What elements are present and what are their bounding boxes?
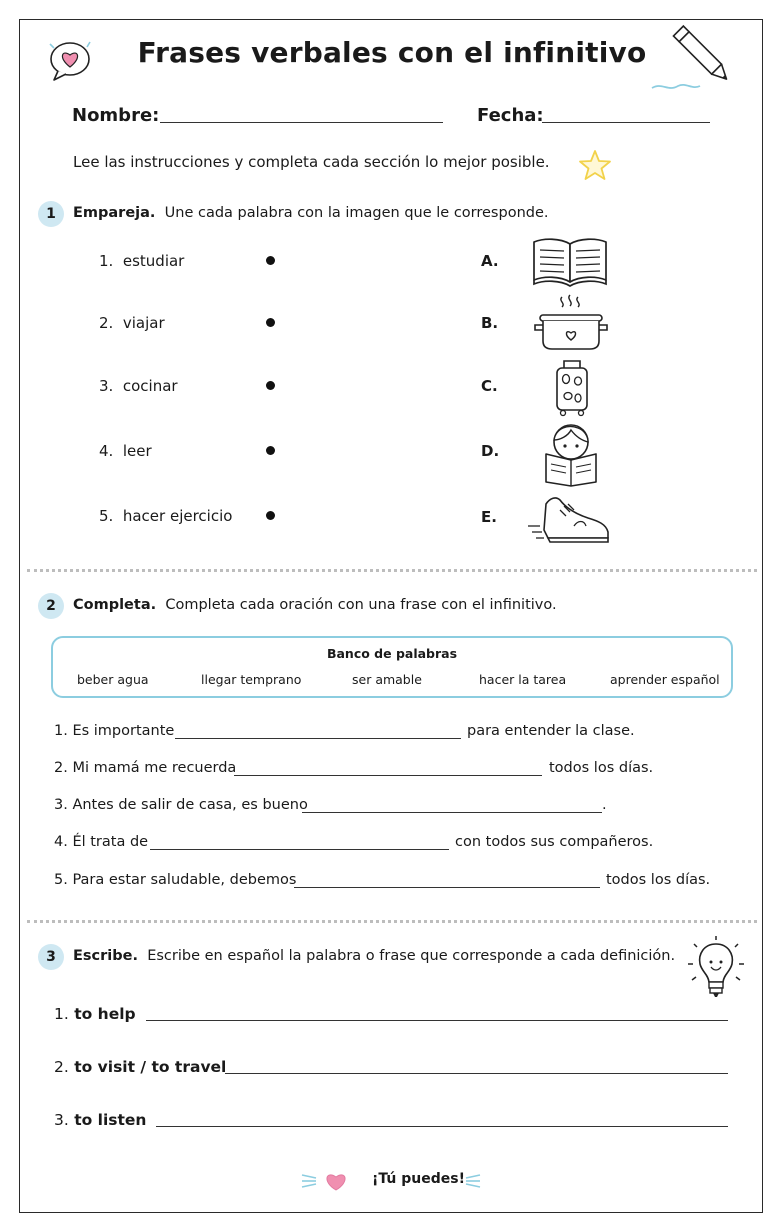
open-book-icon xyxy=(530,236,610,288)
general-instructions: Lee las instrucciones y completa cada sección lo mejor posible. xyxy=(73,153,550,171)
section-3-instruction: Escribe en español la palabra o frase que corresponde a cada definición. xyxy=(147,948,676,964)
heart-icon xyxy=(302,1170,368,1192)
item-number: 5. xyxy=(99,507,114,525)
section-divider-1 xyxy=(27,569,757,572)
sentence-4-blank[interactable] xyxy=(150,849,449,850)
section-1-heading: Empareja. xyxy=(73,205,156,221)
sentence-4-start: 4. Él trata de xyxy=(54,834,149,850)
lightbulb-icon xyxy=(686,936,746,1004)
name-label: Nombre: xyxy=(72,105,160,126)
definition-text: to visit / to travel xyxy=(74,1058,227,1076)
sentence-3-start: 3. Antes de salir de casa, es bueno xyxy=(54,797,308,813)
section-1-badge: 1 xyxy=(38,201,64,227)
match-dot-3[interactable] xyxy=(266,381,275,390)
definition-2-answer-line[interactable] xyxy=(225,1073,728,1074)
match-dot-4[interactable] xyxy=(266,446,275,455)
footer-sparkle-icon xyxy=(464,1170,484,1192)
cooking-pot-icon xyxy=(532,293,610,353)
definition-3 xyxy=(54,1111,146,1129)
definition-3-answer-line[interactable] xyxy=(156,1126,728,1127)
definition-number: 3. xyxy=(54,1111,69,1129)
suitcase-icon xyxy=(552,358,592,416)
star-icon xyxy=(578,149,612,181)
section-3-header xyxy=(73,948,675,964)
date-input-line[interactable] xyxy=(542,122,710,123)
bank-word-3: ser amable xyxy=(352,672,422,687)
definition-number: 1. xyxy=(54,1005,69,1023)
item-number: 2. xyxy=(99,314,114,332)
definition-text: to help xyxy=(74,1005,136,1023)
definition-1-answer-line[interactable] xyxy=(146,1020,728,1021)
match-letter-b: B. xyxy=(481,314,499,332)
item-word: leer xyxy=(122,442,152,460)
date-label: Fecha: xyxy=(477,105,544,126)
section-2-instruction: Completa cada oración con una frase con el infinitivo. xyxy=(165,597,557,613)
bank-word-2: llegar temprano xyxy=(201,672,302,687)
section-3-heading: Escribe. xyxy=(73,948,138,964)
match-letter-e: E. xyxy=(481,508,497,526)
footer-message: ¡Tú puedes! xyxy=(372,1171,465,1187)
section-2-heading: Completa. xyxy=(73,597,157,613)
child-reading-icon xyxy=(540,420,602,488)
definition-2 xyxy=(54,1058,226,1076)
match-item-5 xyxy=(99,507,232,525)
sentence-3-blank[interactable] xyxy=(302,812,602,813)
item-number: 1. xyxy=(99,252,114,270)
running-shoe-icon xyxy=(526,490,614,548)
item-word: viajar xyxy=(122,314,165,332)
sentence-2-blank[interactable] xyxy=(234,775,542,776)
sentence-1-blank[interactable] xyxy=(175,738,461,739)
sentence-5-blank[interactable] xyxy=(294,887,600,888)
match-letter-d: D. xyxy=(481,442,500,460)
definition-1 xyxy=(54,1005,136,1023)
match-item-1 xyxy=(99,252,184,270)
match-item-2 xyxy=(99,314,165,332)
section-2-header xyxy=(73,597,557,613)
bank-word-5: aprender español xyxy=(610,672,720,687)
sentence-5-end: todos los días. xyxy=(606,872,711,888)
section-2-badge: 2 xyxy=(38,593,64,619)
section-3-badge: 3 xyxy=(38,944,64,970)
match-letter-c: C. xyxy=(481,377,498,395)
item-word: cocinar xyxy=(122,377,178,395)
section-1-header xyxy=(73,205,549,221)
bank-word-4: hacer la tarea xyxy=(479,672,567,687)
match-item-4 xyxy=(99,442,152,460)
match-dot-5[interactable] xyxy=(266,511,275,520)
sentence-3-end: . xyxy=(602,797,607,813)
sentence-1-end: para entender la clase. xyxy=(467,723,635,739)
word-bank-title: Banco de palabras xyxy=(326,646,458,661)
section-1-instruction: Une cada palabra con la imagen que le corresponde. xyxy=(164,205,549,221)
bank-word-1: beber agua xyxy=(77,672,149,687)
pencil-icon xyxy=(648,32,748,94)
match-dot-1[interactable] xyxy=(266,256,275,265)
page-border xyxy=(19,19,763,1213)
match-dot-2[interactable] xyxy=(266,318,275,327)
sentence-4-end: con todos sus compañeros. xyxy=(455,834,654,850)
word-bank xyxy=(51,636,733,698)
item-number: 4. xyxy=(99,442,114,460)
match-letter-a: A. xyxy=(481,252,499,270)
section-divider-2 xyxy=(27,920,757,923)
definition-text: to listen xyxy=(74,1111,147,1129)
item-word: hacer ejercicio xyxy=(122,507,233,525)
definition-number: 2. xyxy=(54,1058,69,1076)
sentence-2-start: 2. Mi mamá me recuerda xyxy=(54,760,237,776)
match-item-3 xyxy=(99,377,178,395)
item-word: estudiar xyxy=(122,252,185,270)
sentence-5-start: 5. Para estar saludable, debemos xyxy=(54,872,297,888)
item-number: 3. xyxy=(99,377,114,395)
name-input-line[interactable] xyxy=(160,122,443,123)
page-title: Frases verbales con el infinitivo xyxy=(137,36,647,69)
sentence-2-end: todos los días. xyxy=(549,760,654,776)
sentence-1-start: 1. Es importante xyxy=(54,723,175,739)
